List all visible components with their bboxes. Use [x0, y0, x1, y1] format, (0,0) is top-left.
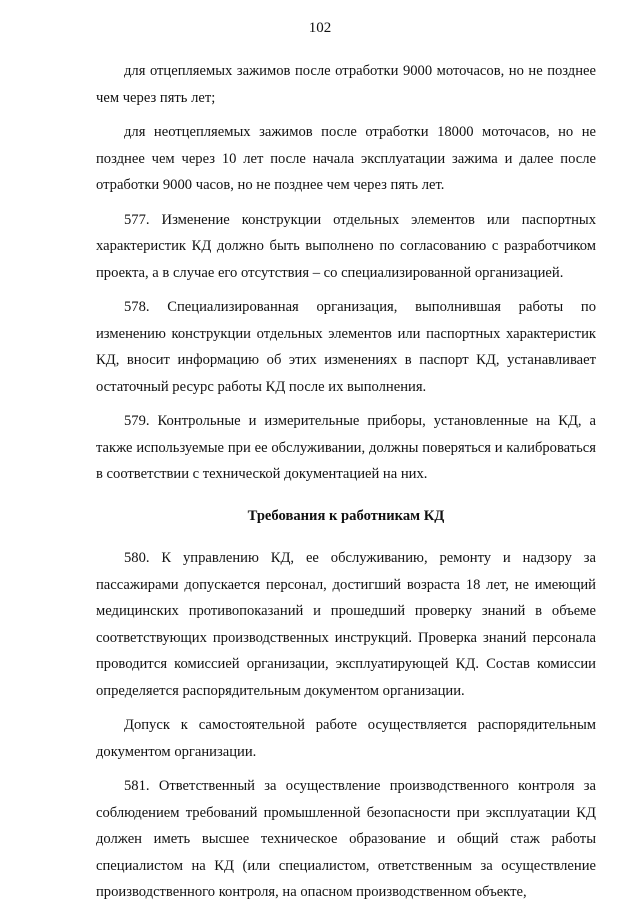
paragraph-579: 579. Контрольные и измерительные приборы, установленные на КД, а также используемые при ее обслуживании, должны поверяться и калиброваться в соответствии с технической документацией на них. — [96, 413, 596, 482]
paragraph-581: 581. Ответственный за осуществление производственного контроля за соблюдением требований промышленной безопасности при эксплуатации КД должен иметь высшее техническое образование и общий стаж работы специалистом на КД (или специалистом, ответственным за осуществление производственного контроля, на опасном производственном объекте, — [96, 778, 596, 900]
paragraph-580-admission: Допуск к самостоятельной работе осуществляется распорядительным документом организации. — [96, 717, 596, 760]
paragraph-577: 577. Изменение конструкции отдельных элементов или паспортных характеристик КД должно быть выполнено по согласованию с разработчиком проекта, а в случае его отсутствия – со специализированной организацией. — [96, 211, 596, 281]
paragraph-578: 578. Специализированная организация, выполнившая работы по изменению конструкции отдельных элементов или паспортных характеристик КД, вносит информацию об этих изменениях в паспорт КД, устанавливает остаточный ресурс работы КД после их выполнения. — [96, 299, 596, 395]
paragraph-580: 580. К управлению КД, ее обслуживанию, ремонту и надзору за пассажирами допускается персонал, достигший возраста 18 лет, не имеющий медицинских противопоказаний и прошедший проверку знаний в объеме соответствующих производственных инструкций. Проверка знаний персонала проводится комиссией организации, эксплуатирующей КД. Состав комиссии определяется распорядительным документом организации. — [96, 550, 596, 699]
document-body — [96, 58, 596, 906]
paragraph-clamps-detachable: для отцепляемых зажимов после отработки 9000 моточасов, но не позднее чем через пять лет; — [96, 63, 596, 106]
paragraph-clamps-fixed: для неотцепляемых зажимов после отработки 18000 моточасов, но не позднее чем через 10 лет после начала эксплуатации зажима и далее после отработки 9000 часов, но не позднее чем через пять лет. — [96, 124, 596, 193]
page-number: 102 — [308, 20, 332, 36]
section-heading: Требования к работникам КД — [247, 507, 445, 524]
